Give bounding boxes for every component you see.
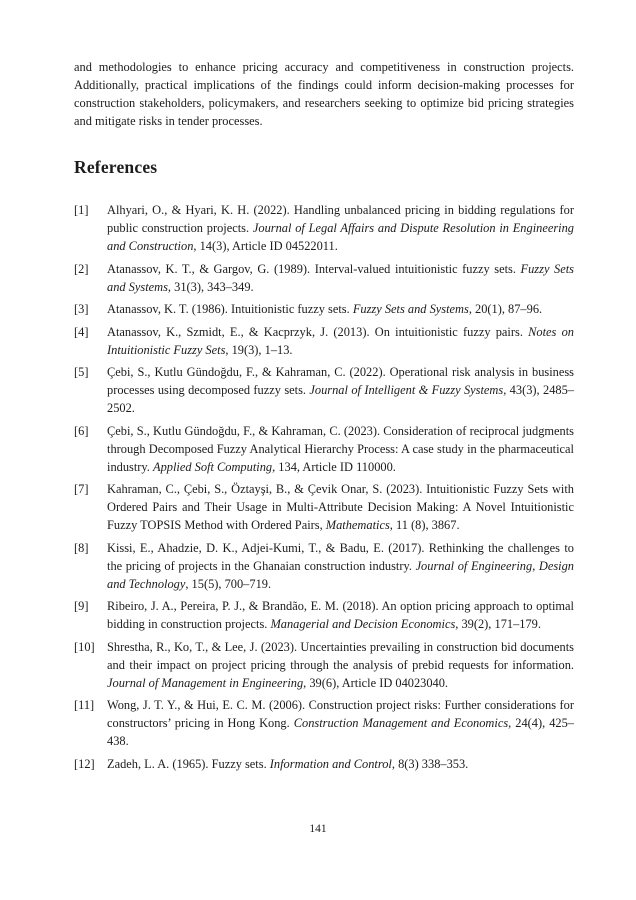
- reference-text: [107, 260, 574, 296]
- reference-segment: , 8(3) 338–353.: [391, 756, 469, 771]
- reference-segment: , 15(5), 700–719.: [185, 576, 272, 591]
- reference-number: [8]: [74, 540, 89, 555]
- journal-title: Journal of Engineering, Design and Technology: [107, 558, 574, 591]
- journal-title: Applied Soft Computing: [153, 459, 273, 474]
- reference-number: [9]: [74, 599, 89, 613]
- reference-segment: Wong, J. T. Y., & Hui, E. C. M. (2006). Construction project risks: Further considerations for constructors’ pricing in Hong Kong.: [107, 698, 574, 730]
- journal-title: Journal of Intelligent & Fuzzy Systems: [309, 383, 504, 397]
- reference-number: [7]: [74, 482, 89, 496]
- reference-text: [107, 422, 574, 476]
- reference-number: [6]: [74, 423, 89, 438]
- journal-title: Fuzzy Sets and Systems: [352, 302, 469, 316]
- reference-segment: Atanassov, K. T., & Gargov, G. (1989). Interval-valued intuitionistic fuzzy sets.: [107, 261, 521, 276]
- reference-text: [107, 201, 574, 255]
- references-list: [74, 201, 574, 773]
- reference-number: [12]: [74, 756, 95, 771]
- reference-item: [74, 755, 574, 773]
- reference-segment: , 14(3), Article ID 04522011.: [193, 239, 338, 253]
- reference-text: [107, 323, 574, 359]
- reference-number: [1]: [74, 203, 89, 217]
- reference-segment: , 43(3), 2485–2502.: [107, 383, 574, 415]
- reference-text: [107, 755, 574, 773]
- reference-item: [74, 597, 574, 633]
- reference-item: [74, 363, 574, 417]
- journal-title: Fuzzy Sets and Systems: [107, 261, 574, 294]
- reference-text: [107, 696, 574, 750]
- reference-segment: Kissi, E., Ahadzie, D. K., Adjei-Kumi, T., & Badu, E. (2017). Rethinking the challenges to the pricing of projects in the Ghanaian construction industry.: [107, 540, 574, 573]
- reference-number: [10]: [74, 639, 95, 654]
- reference-number: [4]: [74, 324, 89, 339]
- reference-segment: Ribeiro, J. A., Pereira, P. J., & Brandão, E. M. (2018). An option pricing approach to optimal bidding in construction projects.: [107, 599, 574, 631]
- reference-item: [74, 638, 574, 692]
- reference-segment: Kahraman, C., Çebi, S., Öztayşi, B., & Çevik Onar, S. (2023). Intuitionistic Fuzzy Sets with Ordered Pairs and Their Usage in Multi-Attribute Decision Making: A Novel Intuitionistic Fuzzy TOPSIS Method with Ordered Pairs,: [107, 482, 574, 532]
- journal-title: Managerial and Decision Economics: [270, 617, 456, 631]
- page-content: [74, 58, 574, 777]
- reference-item: [74, 201, 574, 255]
- reference-text: [107, 480, 574, 534]
- reference-segment: , 24(4), 425–438.: [107, 716, 575, 748]
- reference-segment: Shrestha, R., Ko, T., & Lee, J. (2023). Uncertainties prevailing in construction bid documents and their impact on project pricing through the analysis of prebid requests for information.: [107, 639, 574, 672]
- reference-segment: Atanassov, K., Szmidt, E., & Kacprzyk, J. (2013). On intuitionistic fuzzy pairs.: [107, 324, 529, 339]
- reference-item: [74, 300, 574, 318]
- references-heading: References: [74, 157, 158, 177]
- reference-item: [74, 696, 574, 750]
- reference-text: [107, 363, 574, 417]
- reference-segment: Atanassov, K. T. (1986). Intuitionistic fuzzy sets.: [107, 302, 353, 316]
- reference-item: [74, 260, 574, 296]
- reference-number: [3]: [74, 302, 89, 316]
- journal-title: Information and Control: [269, 756, 392, 771]
- reference-segment: Çebi, S., Kutlu Gündoğdu, F., & Kahraman, C. (2022). Operational risk analysis in business processes using decomposed fuzzy sets.: [107, 365, 574, 397]
- reference-number: [5]: [74, 365, 89, 379]
- reference-text: [107, 597, 574, 633]
- reference-segment: , 11 (8), 3867.: [389, 518, 460, 532]
- reference-segment: , 39(2), 171–179.: [455, 617, 541, 631]
- reference-segment: , 31(3), 343–349.: [167, 279, 254, 294]
- journal-title: Mathematics: [325, 518, 390, 532]
- journal-title: Notes on Intuitionistic Fuzzy Sets: [107, 324, 574, 357]
- reference-item: [74, 480, 574, 534]
- reference-segment: , 39(6), Article ID 04023040.: [303, 675, 449, 690]
- reference-segment: Alhyari, O., & Hyari, K. H. (2022). Handling unbalanced pricing in bidding regulations for public construction projects.: [107, 203, 574, 235]
- reference-segment: , 134, Article ID 110000.: [272, 459, 396, 474]
- reference-item: [74, 323, 574, 359]
- journal-title: Journal of Legal Affairs and Dispute Resolution in Engineering and Construction: [107, 221, 574, 253]
- reference-segment: Zadeh, L. A. (1965). Fuzzy sets.: [107, 756, 270, 771]
- reference-number: [2]: [74, 261, 89, 276]
- reference-segment: Çebi, S., Kutlu Gündoğdu, F., & Kahraman, C. (2023). Consideration of reciprocal judgments through Decomposed Fuzzy Analytical Hierarchy Process: A case study in the pharmaceutical industry.: [107, 423, 574, 474]
- closing-paragraph: and methodologies to enhance pricing accuracy and competitiveness in construction projects. Additionally, practical implications of the findings could inform decision-making processes for construction stakeholders, policymakers, and researchers seeking to optimize bid pricing strategies and mitigate risks in tender processes.: [74, 60, 574, 128]
- journal-title: Construction Management and Economics: [293, 716, 509, 730]
- reference-text: [107, 638, 574, 692]
- reference-text: [107, 539, 574, 593]
- journal-title: Journal of Management in Engineering: [107, 675, 304, 690]
- reference-number: [11]: [74, 698, 95, 712]
- page-number: 141: [309, 823, 327, 835]
- reference-segment: , 20(1), 87–96.: [468, 302, 543, 316]
- reference-text: [107, 300, 574, 318]
- reference-item: [74, 422, 574, 476]
- reference-item: [74, 539, 574, 593]
- reference-segment: , 19(3), 1–13.: [225, 342, 293, 357]
